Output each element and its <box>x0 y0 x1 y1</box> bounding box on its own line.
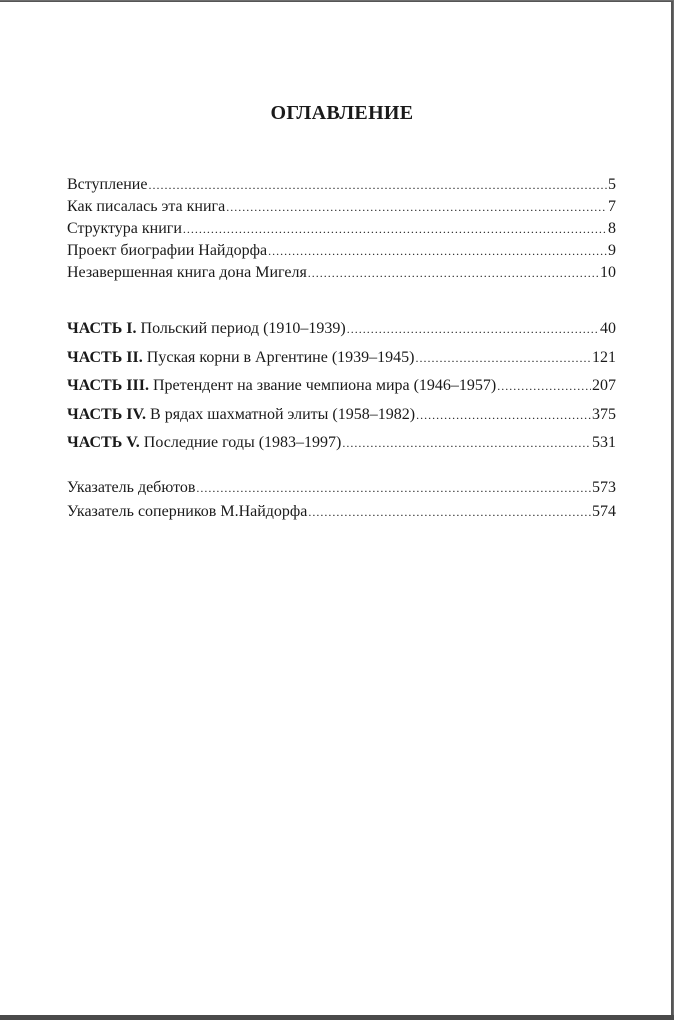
document-page <box>0 1 673 1016</box>
dot-leader <box>308 262 599 284</box>
part-title: Польский период (1910–1939) <box>140 320 346 337</box>
toc-entry <box>67 218 616 240</box>
toc-entry-page: 8 <box>608 220 616 237</box>
page-title: ОГЛАВЛЕНИЕ <box>270 102 414 124</box>
toc-entry <box>67 500 616 524</box>
toc-part-entry <box>67 344 616 373</box>
part-number: ЧАСТЬ V. <box>67 434 140 451</box>
toc-intro-section <box>67 174 616 284</box>
toc-entry-page: 5 <box>608 176 616 193</box>
page-bottom-edge <box>0 1015 674 1020</box>
toc-entry-label: Структура книги <box>67 220 182 237</box>
toc-entry-label <box>67 429 341 458</box>
toc-entry-label: Незавершенная книга дона Мигеля <box>67 264 307 281</box>
dot-leader <box>148 174 607 196</box>
dot-leader <box>308 500 591 524</box>
dot-leader <box>416 344 592 373</box>
dot-leader <box>226 196 607 218</box>
toc-entry-page: 207 <box>592 377 616 394</box>
toc-entry-page: 573 <box>592 479 616 496</box>
part-title: В рядах шахматной элиты (1958–1982) <box>150 405 416 423</box>
toc-entry-label: Проект биографии Найдорфа <box>67 242 268 259</box>
part-number: ЧАСТЬ IV. <box>67 405 147 423</box>
toc-entry-page: 10 <box>600 264 616 281</box>
part-number: ЧАСТЬ I. <box>67 320 137 337</box>
toc-parts-section <box>67 315 616 458</box>
dot-leader <box>347 315 599 344</box>
toc-part-entry <box>67 372 616 401</box>
toc-entry-page: 375 <box>592 405 616 423</box>
toc-entry-label <box>67 344 415 373</box>
part-number: ЧАСТЬ II. <box>67 348 143 366</box>
toc-entry <box>67 196 616 218</box>
part-title: Пуская корни в Аргентине (1939–1945) <box>146 348 415 366</box>
toc-entry-page: 121 <box>592 348 616 366</box>
toc-entry-label: Указатель дебютов <box>67 479 196 496</box>
toc-entry-label: Вступление <box>67 176 148 193</box>
part-title: Последние годы (1983–1997) <box>143 434 342 451</box>
toc-entry <box>67 262 616 284</box>
toc-entry-label <box>67 315 346 344</box>
dot-leader <box>497 372 591 401</box>
toc-part-entry <box>67 401 616 430</box>
toc-entry-page: 9 <box>608 242 616 259</box>
part-title: Претендент на звание чемпиона мира (1946–1957) <box>152 377 497 394</box>
toc-entry-page: 40 <box>600 320 616 337</box>
dot-leader <box>416 401 591 430</box>
part-number: ЧАСТЬ III. <box>67 377 149 394</box>
toc-part-entry <box>67 315 616 344</box>
toc-entry <box>67 476 616 500</box>
toc-entry-label: Как писалась эта книга <box>67 198 226 215</box>
toc-entry-label <box>67 372 496 401</box>
dot-leader <box>196 476 591 500</box>
toc-entry-page: 531 <box>592 434 616 451</box>
dot-leader <box>183 218 607 240</box>
dot-leader <box>268 240 607 262</box>
toc-entry <box>67 240 616 262</box>
toc-part-entry <box>67 429 616 458</box>
toc-entry <box>67 174 616 196</box>
dot-leader <box>342 429 591 458</box>
toc-entry-label: Указатель соперников М.Найдорфа <box>67 503 308 520</box>
toc-entry-label <box>67 401 415 430</box>
toc-entry-page: 574 <box>592 503 616 520</box>
toc-entry-page: 7 <box>608 198 616 215</box>
toc-index-section <box>67 476 616 524</box>
